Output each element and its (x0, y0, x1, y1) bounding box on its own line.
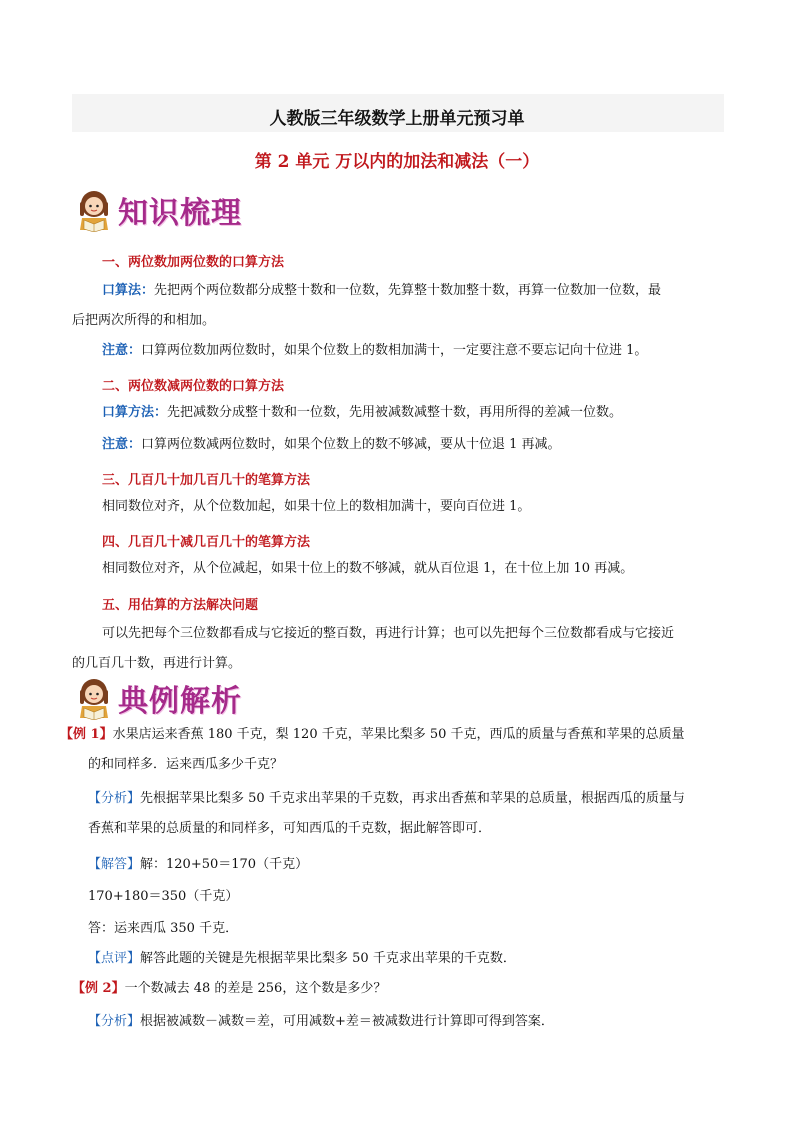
answer-label: 【解答】 (88, 857, 141, 872)
example-2-analysis (88, 1010, 554, 1029)
example-1-text-b: 的和同样多．运来西瓜多少千克？ (88, 757, 284, 772)
examples-banner (74, 676, 242, 720)
label-oral-method-2: 口算方法： (102, 405, 168, 420)
heading-3: 三、几百几十加几百几十的笔算方法 (102, 473, 311, 488)
page-title: 人教版三年级数学上册单元预习单 (269, 109, 525, 129)
note-2-text: 口算两位数减两位数时，如果个位数上的数不够减，要从十位退 1 再减。 (141, 437, 561, 452)
examples-banner-text: 典例解析 (118, 684, 242, 719)
note-1 (72, 336, 724, 366)
paragraph-4 (72, 554, 724, 584)
girl-reading-icon (74, 676, 114, 720)
paragraph-3-text: 相同数位对齐，从个位数加起，如果十位上的数相加满十，要向百位进 1。 (102, 499, 531, 514)
paragraph-5-text-b: 的几百几十数，再进行计算。 (72, 656, 242, 671)
paragraph-4-text: 相同数位对齐，从个位减起，如果十位上的数不够减，就从百位退 1，在十位上加 10 再减。 (102, 561, 634, 576)
example-2 (72, 977, 386, 996)
note-1-label: 注意： (102, 343, 142, 358)
note-2 (72, 430, 724, 460)
example-1-text-a: 水果店运来香蕉 180 千克，梨 120 千克，苹果比梨多 50 千克，西瓜的质量与香蕉和苹果的总质量 (112, 727, 685, 742)
paragraph-2-text: 先把减数分成整十数和一位数，先用被减数减整十数，再用所得的差减一位数。 (167, 405, 623, 420)
knowledge-banner-text: 知识梳理 (118, 196, 242, 231)
paragraph-5-text-a: 可以先把每个三位数都看成与它接近的整百数，再进行计算；也可以先把每个三位数都看成与它接近 (102, 626, 675, 641)
comment-line (88, 947, 516, 966)
paragraph-3 (72, 492, 724, 522)
girl-reading-icon (74, 188, 114, 232)
answer-line-2: 170+180＝350（千克） (88, 889, 239, 904)
heading-4: 四、几百几十减几百几十的笔算方法 (102, 535, 311, 550)
example-1 (60, 720, 728, 780)
paragraph-1 (72, 276, 724, 336)
paragraph-5 (72, 619, 724, 679)
example-2-text: 一个数减去 48 的差是 256，这个数是多少？ (124, 981, 387, 996)
example-2-analysis-label: 【分析】 (88, 1014, 141, 1029)
answer-line-1-text: 解：120+50＝170（千克） (140, 857, 309, 872)
example-2-label: 【例 2】 (72, 981, 125, 996)
paragraph-1-text-b: 后把两次所得的和相加。 (72, 313, 216, 328)
heading-5: 五、用估算的方法解决问题 (102, 598, 259, 613)
example-2-analysis-text: 根据被减数－减数＝差，可用减数+差＝被减数进行计算即可得到答案． (140, 1014, 554, 1029)
note-2-label: 注意： (102, 437, 142, 452)
comment-text: 解答此题的关键是先根据苹果比梨多 50 千克求出苹果的千克数． (140, 951, 516, 966)
heading-1: 一、两位数加两位数的口算方法 (102, 255, 285, 270)
label-oral-method: 口算法： (102, 283, 155, 298)
comment-label: 【点评】 (88, 951, 141, 966)
answer-line-1 (88, 853, 308, 872)
example-1-label: 【例 1】 (60, 727, 113, 742)
analysis-label: 【分析】 (88, 791, 141, 806)
heading-2: 二、两位数减两位数的口算方法 (102, 379, 285, 394)
analysis-text-a: 先根据苹果比梨多 50 千克求出苹果的千克数，再求出香蕉和苹果的总质量，根据西瓜的质量与 (140, 791, 685, 806)
unit-subtitle: 第 2 单元 万以内的加法和减法（一） (254, 152, 540, 172)
answer-line-3: 答：运来西瓜 350 千克． (88, 921, 239, 936)
paragraph-1-text-a: 先把两个两位数都分成整十数和一位数，先算整十数加整十数，再算一位数加一位数，最 (154, 283, 662, 298)
paragraph-2 (72, 398, 724, 428)
example-1-analysis (88, 784, 728, 844)
analysis-text-b: 香蕉和苹果的总质量的和同样多，可知西瓜的千克数，据此解答即可． (88, 821, 492, 836)
note-1-text: 口算两位数加两位数时，如果个位数上的数相加满十，一定要注意不要忘记向十位进 1。 (141, 343, 648, 358)
knowledge-banner (74, 188, 242, 232)
